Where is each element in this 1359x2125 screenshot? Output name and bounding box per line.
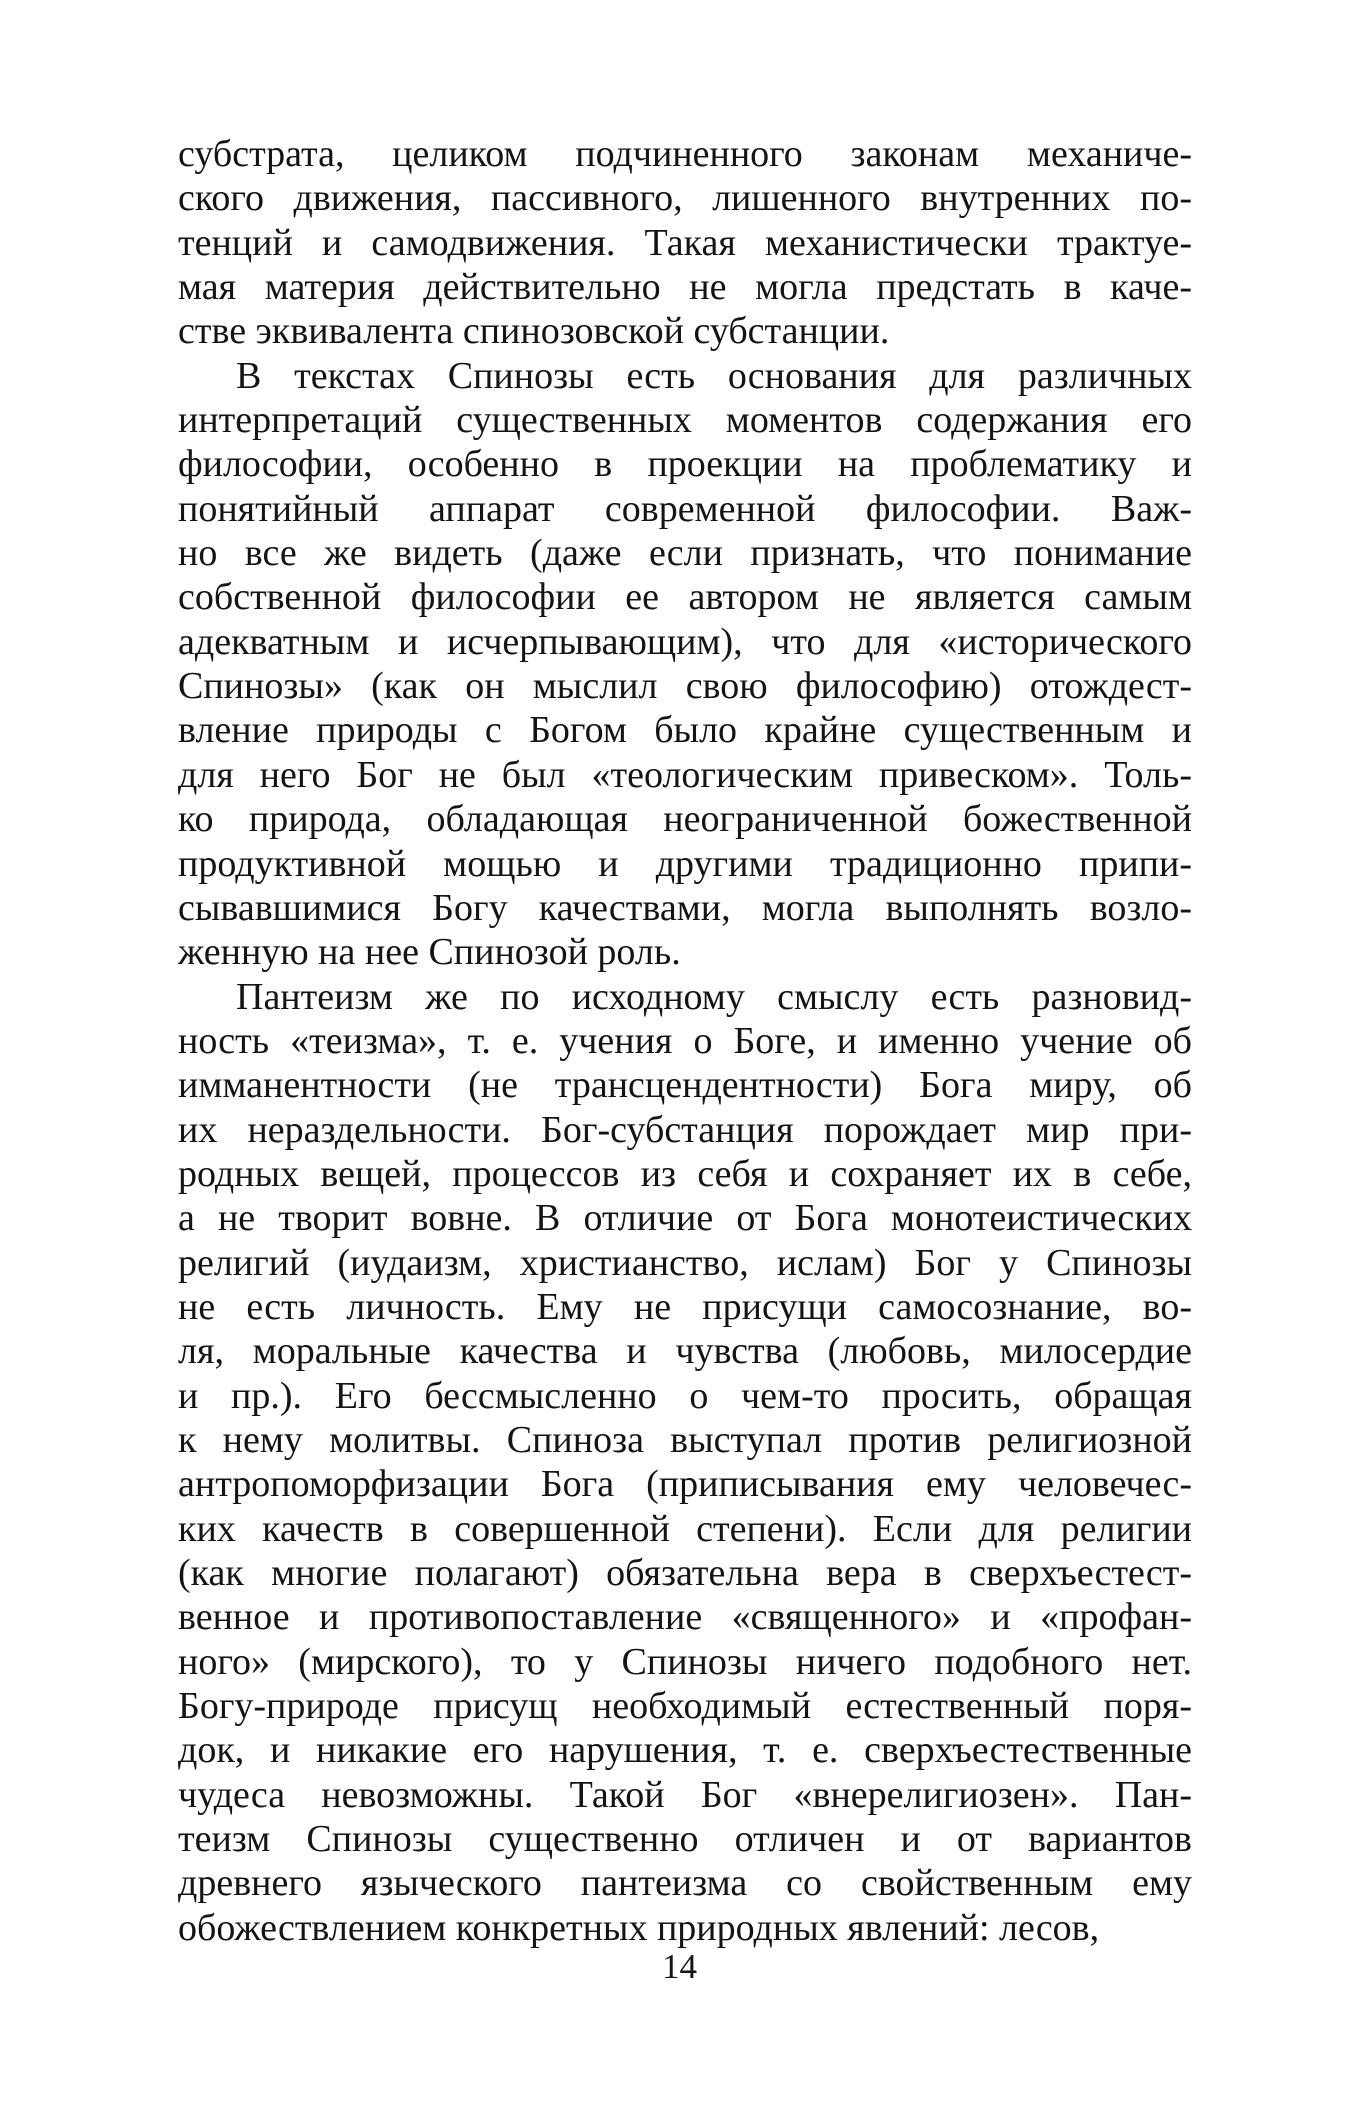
text-line: ко природа, обладающая неограниченной божественной <box>178 798 1192 841</box>
text-line: теизм Спинозы существенно отличен и от вариантов <box>178 1818 1192 1861</box>
text-line: В текстах Спинозы есть основания для различных <box>236 354 1192 397</box>
text-line: философии, особенно в проекции на проблематику и <box>178 443 1192 486</box>
text-line: тенций и самодвижения. Такая механистически трактуе- <box>178 221 1192 264</box>
text-line: собственной философии ее автором не является самым <box>178 576 1192 619</box>
text-line: интерпретаций существенных моментов содержания его <box>178 399 1192 442</box>
paragraph <box>178 354 1192 975</box>
text-line: ного» (мирского), то у Спинозы ничего подобного нет. <box>178 1640 1192 1683</box>
paragraph <box>178 975 1192 1951</box>
text-line: ность «теизма», т. е. учения о Боге, и именно учение об <box>178 1019 1192 1062</box>
text-line: и пр.). Его бессмысленно о чем-то просить, обращая <box>178 1374 1192 1417</box>
page-number: 14 <box>662 1947 697 1986</box>
text-line: венное и противопоставление «священного» и «профан- <box>178 1596 1192 1639</box>
text-line: родных вещей, процессов из себя и сохраняет их в себе, <box>178 1152 1192 1195</box>
text-line: субстрата, целиком подчиненного законам механиче- <box>178 133 1192 175</box>
text-line: для него Бог не был «теологическим привеском». Толь- <box>178 753 1192 796</box>
text-line: Богу-природе присущ необходимый естественный поря- <box>178 1685 1192 1728</box>
text-line: но все же видеть (даже если признать, что понимание <box>178 532 1192 575</box>
text-line: ких качеств в совершенной степени). Если для религии <box>178 1507 1192 1550</box>
text-line: антропоморфизации Бога (приписывания ему человечес- <box>178 1463 1192 1506</box>
text-line: ского движения, пассивного, лишенного внутренних по- <box>178 177 1192 220</box>
body-text <box>178 132 1192 1950</box>
text-line: чудеса невозможны. Такой Бог «внерелигиозен». Пан- <box>178 1773 1192 1816</box>
text-line: не есть личность. Ему не присущи самосознание, во- <box>178 1285 1192 1328</box>
text-line: адекватным и исчерпывающим), что для «исторического <box>178 620 1192 663</box>
text-line: их нераздельности. Бог-субстанция порождает мир при- <box>178 1108 1192 1151</box>
text-line: обожествлением конкретных природных явлений: лесов, <box>178 1906 1100 1949</box>
text-line: ля, моральные качества и чувства (любовь, милосердие <box>178 1330 1192 1373</box>
text-line: религий (иудаизм, христианство, ислам) Бог у Спинозы <box>178 1241 1192 1284</box>
text-line: Спинозы» (как он мыслил свою философию) отождест- <box>178 665 1192 708</box>
text-line: вление природы с Богом было крайне существенным и <box>178 709 1192 752</box>
text-line: сывавшимися Богу качествами, могла выполнять возло- <box>178 886 1192 929</box>
text-line: женную на нее Спинозой роль. <box>178 931 681 974</box>
text-line: док, и никакие его нарушения, т. е. сверхъестественные <box>178 1729 1192 1772</box>
text-line: древнего языческого пантеизма со свойственным ему <box>178 1862 1192 1905</box>
text-line: а не творит вовне. В отличие от Бога монотеистических <box>178 1197 1192 1240</box>
text-line: Пантеизм же по исходному смыслу есть разновид- <box>236 975 1192 1018</box>
text-line: (как многие полагают) обязательна вера в сверхъестест- <box>178 1552 1192 1594</box>
text-line: имманентности (не трансцендентности) Бога миру, об <box>178 1064 1192 1107</box>
text-line: продуктивной мощью и другими традиционно припи- <box>178 842 1192 885</box>
text-line: к нему молитвы. Спиноза выступал против религиозной <box>178 1418 1192 1461</box>
paragraph <box>178 132 1192 354</box>
text-line: мая материя действительно не могла предстать в каче- <box>178 266 1192 309</box>
text-line: понятийный аппарат современной философии. Важ- <box>178 487 1192 530</box>
text-line: стве эквивалента спинозовской субстанции. <box>178 310 890 353</box>
